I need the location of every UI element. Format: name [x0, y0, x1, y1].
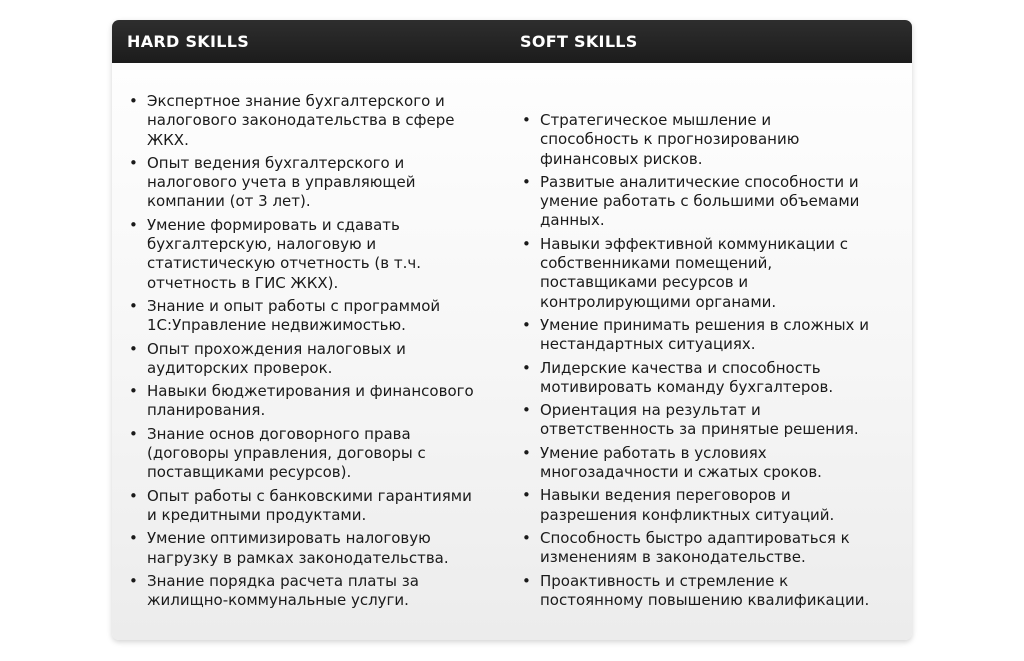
bullet-icon: • [129, 529, 138, 548]
list-item-text: Лидерские качества и способность мотивировать команду бухгалтеров. [540, 358, 834, 396]
list-item [521, 444, 871, 483]
soft-skills-list [521, 111, 871, 614]
list-item [128, 154, 478, 212]
list-item [521, 111, 871, 169]
list-item [128, 487, 478, 526]
list-item [128, 572, 478, 611]
list-item-text: Развитые аналитические способности и умение работать с большими объемами данных. [540, 172, 860, 230]
list-item-text: Ориентация на результат и ответственность за принятые решения. [540, 401, 859, 439]
bullet-icon: • [129, 339, 138, 358]
skills-table [112, 20, 912, 640]
bullet-icon: • [522, 486, 531, 505]
bullet-icon: • [129, 153, 138, 172]
bullet-icon: • [522, 315, 531, 334]
bullet-icon: • [129, 382, 138, 401]
hard-skills-list [128, 92, 478, 614]
list-item [521, 359, 871, 398]
list-item [128, 340, 478, 379]
list-item-text: Опыт прохождения налоговых и аудиторских проверок. [147, 339, 406, 377]
list-item-text: Опыт работы с банковскими гарантиями и кредитными продуктами. [147, 486, 472, 524]
list-item [521, 235, 871, 312]
list-item-text: Способность быстро адаптироваться к изменениям в законодательстве. [540, 528, 850, 567]
list-item-text: Знание основ договорного права (договоры управления, договоры с поставщиками ресурсов). [147, 424, 426, 482]
list-item [128, 529, 478, 568]
bullet-icon: • [522, 172, 531, 191]
bullet-icon: • [522, 401, 531, 420]
bullet-icon: • [129, 92, 138, 110]
list-item-text: Навыки бюджетирования и финансового планирования. [147, 382, 474, 420]
list-item [128, 425, 478, 483]
bullet-icon: • [522, 571, 531, 590]
list-item [521, 486, 871, 525]
bullet-icon: • [522, 358, 531, 377]
list-item [128, 216, 478, 293]
list-item [521, 173, 871, 231]
list-item-text: Знание порядка расчета платы за жилищно-коммунальные услуги. [147, 571, 419, 610]
list-item-text: Знание и опыт работы с программой 1С:Управление недвижимостью. [147, 296, 441, 335]
soft-skills-title: SOFT SKILLS [520, 32, 638, 51]
list-item [521, 572, 871, 611]
list-item [521, 529, 871, 568]
list-item-text: Умение формировать и сдавать бухгалтерскую, налоговую и статистическую отчетность (в т.ч. отчетность в ГИС ЖКХ). [147, 215, 421, 292]
bullet-icon: • [522, 111, 531, 129]
hard-skills-title: HARD SKILLS [127, 32, 250, 51]
bullet-icon: • [522, 443, 531, 462]
list-item [128, 297, 478, 336]
table-header [112, 20, 912, 63]
bullet-icon: • [129, 571, 138, 590]
list-item-text: Умение принимать решения в сложных и нестандартных ситуациях. [540, 315, 869, 354]
bullet-icon: • [129, 486, 138, 505]
bullet-icon: • [129, 296, 138, 315]
list-item-text: Навыки ведения переговоров и разрешения конфликтных ситуаций. [540, 486, 835, 524]
bullet-icon: • [129, 215, 138, 234]
list-item-text: Навыки эффективной коммуникации с собственниками помещений, поставщиками ресурсов и контролирующими органами. [540, 234, 849, 311]
list-item-text: Умение оптимизировать налоговую нагрузку в рамках законодательства. [147, 529, 449, 567]
bullet-icon: • [129, 424, 138, 443]
list-item [128, 92, 478, 150]
list-item [128, 382, 478, 421]
list-item-text: Экспертное знание бухгалтерского и налогового законодательства в сфере ЖКХ. [147, 92, 455, 149]
bullet-icon: • [522, 234, 531, 253]
list-item-text: Стратегическое мышление и способность к прогнозированию финансовых рисков. [540, 111, 800, 168]
bullet-icon: • [522, 528, 531, 547]
list-item [521, 316, 871, 355]
list-item-text: Проактивность и стремление к постоянному повышению квалификации. [540, 571, 870, 609]
list-item-text: Опыт ведения бухгалтерского и налогового учета в управляющей компании (от 3 лет). [147, 153, 416, 211]
list-item-text: Умение работать в условиях многозадачности и сжатых сроков. [540, 443, 822, 482]
list-item [521, 401, 871, 440]
